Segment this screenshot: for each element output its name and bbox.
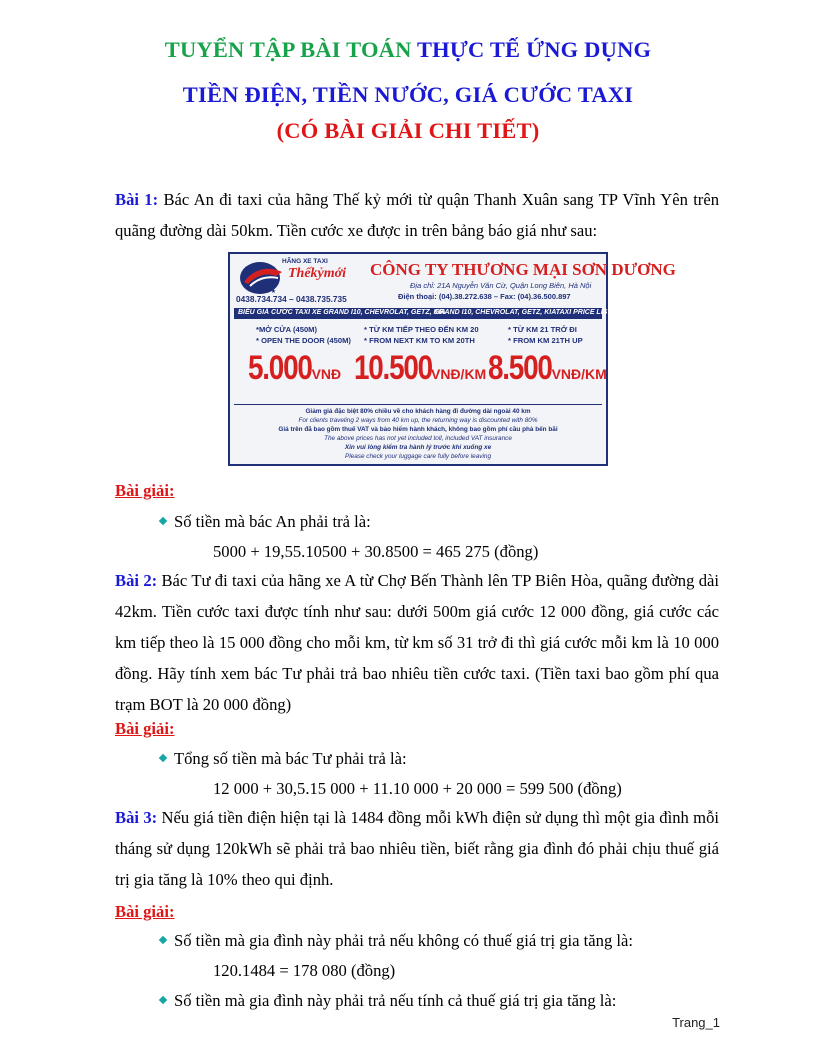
- problem-2-label: Bài 2:: [115, 571, 158, 590]
- board-note-4: The above prices has not yet included toll, included VAT insurance: [324, 435, 512, 442]
- solution-2-bullet-text: Tổng số tiền mà bác Tư phải trả là:: [174, 749, 407, 768]
- solution-2-bullet: [160, 749, 407, 769]
- brand-header: HÃNG XE TAXI: [282, 258, 328, 265]
- board-note-1: Giảm giá đặc biệt 80% chiều về cho khách hàng đi đường dài ngoài 40 km: [305, 408, 531, 415]
- brand-name: Thếkỷmới: [288, 266, 347, 281]
- solution-3-bullet-2: [160, 991, 616, 1011]
- solution-2-formula: 12 000 + 30,5.15 000 + 11.10 000 + 20 000 = 599 500 (đồng): [213, 779, 622, 798]
- title-part-2: THỰC TẾ ỨNG DỤNG: [416, 37, 652, 62]
- price-1: [248, 349, 341, 388]
- price-1-value: 5.000: [248, 349, 312, 387]
- solution-1-formula: 5000 + 19,55.10500 + 30.8500 = 465 275 (đồng): [213, 542, 539, 561]
- col-1-en: * OPEN THE DOOR (450M): [256, 336, 351, 345]
- col-3-vn: * TỪ KM 21 TRỞ ĐI: [508, 325, 577, 334]
- bar-right: GRAND I10, CHEVROLAT, GETZ, KIATAXI PRICE LIST: [434, 309, 612, 316]
- title-line-1: [0, 37, 816, 63]
- price-2-value: 10.500: [354, 349, 432, 387]
- diamond-bullet-icon: [159, 517, 167, 525]
- col-2-vn: * TỪ KM TIẾP THEO ĐẾN KM 20: [364, 325, 479, 334]
- company-address: Địa chỉ: 21A Nguyễn Văn Cừ, Quận Long Biên, Hà Nội: [410, 281, 592, 290]
- diamond-bullet-icon: [159, 936, 167, 944]
- col-3-labels: [508, 324, 583, 346]
- problem-1-label: Bài 1:: [115, 190, 159, 209]
- title-part-1: TUYỂN TẬP BÀI TOÁN: [164, 37, 412, 62]
- taxi-price-board: [228, 252, 676, 466]
- solution-1-bullet: [160, 512, 371, 532]
- brand-stars: ★★★: [258, 289, 278, 295]
- problem-3-text: Nếu giá tiền điện hiện tại là 1484 đồng mỗi kWh điện sử dụng thì một gia đình mỗi tháng sử dụng 120kWh sẽ phải trả bao nhiêu tiền, biết rằng gia đình đó phải chịu thuế giá trị gia tăng là 10% theo qui định.: [115, 808, 719, 889]
- solution-3-formula: 120.1484 = 178 080 (đồng): [213, 961, 396, 980]
- price-2-unit: VNĐ/KM: [431, 366, 487, 382]
- col-3-en: * FROM KM 21TH UP: [508, 336, 583, 345]
- company-name: CÔNG TY THƯƠNG MẠI SƠN DƯƠNG: [370, 260, 676, 279]
- diamond-bullet-icon: [159, 996, 167, 1004]
- solution-2-heading: Bài giải:: [115, 719, 175, 738]
- title-line-2: TIỀN ĐIỆN, TIỀN NƯỚC, GIÁ CƯỚC TAXI: [182, 82, 634, 107]
- solution-3-bullet-1-text: Số tiền mà gia đình này phải trả nếu không có thuế giá trị gia tăng là:: [174, 931, 633, 950]
- page-number: Trang_1: [672, 1015, 720, 1030]
- problem-1-text: Bác An đi taxi của hãng Thế kỷ mới từ quận Thanh Xuân sang TP Vĩnh Yên trên quãng đường dài 50km. Tiền cước xe được in trên bảng báo giá như sau:: [115, 190, 719, 240]
- problem-3-label: Bài 3:: [115, 808, 158, 827]
- price-3-value: 8.500: [488, 349, 552, 387]
- price-3: [488, 349, 607, 388]
- bar-left: BIỂU GIÁ CƯỚC TAXI XE GRAND I10, CHEVROLAT, GETZ, KIA: [238, 309, 446, 316]
- col-1-vn: *MỞ CỬA (450M): [256, 325, 318, 334]
- board-note-5: Xin vui lòng kiểm tra hành lý trước khi xuống xe: [344, 444, 492, 451]
- brand-phones: 0438.734.734 – 0438.735.735: [236, 294, 347, 304]
- board-note-3: Giá trên đã bao gồm thuế VAT và bảo hiểm hành khách, không bao gồm phí cầu phà bến bãi: [278, 426, 558, 433]
- problem-2-text: Bác Tư đi taxi của hãng xe A từ Chợ Bến Thành lên TP Biên Hòa, quãng đường dài 42km. Tiền cước taxi được tính như sau: dưới 500m giá cước 12 000 đồng, giá cước các km tiếp theo là 15 000 đồng cho mỗi km, từ km số 31 trở đi thì giá cước mỗi km là 10 000 đồng. Hãy tính xem bác Tư phải trả bao nhiêu tiền cước taxi. (Tiền taxi bao gồm phí qua trạm BOT là 20 000 đồng): [115, 571, 719, 714]
- diamond-bullet-icon: [159, 754, 167, 762]
- col-2-en: * FROM NEXT KM TO KM 20TH: [364, 336, 475, 345]
- price-3-unit: VNĐ/KM: [551, 366, 607, 382]
- col-1-labels: [256, 324, 351, 346]
- price-1-unit: VNĐ: [311, 366, 342, 382]
- title-line-3: (CÓ BÀI GIẢI CHI TIẾT): [276, 118, 540, 143]
- problem-2: [115, 565, 719, 720]
- problem-3: [115, 802, 719, 895]
- company-phone-fax: Điện thoại: (04).38.272.638 – Fax: (04).36.500.897: [398, 292, 571, 301]
- problem-1: [115, 184, 719, 246]
- board-note-2: For clients traveling 2 ways from 40 km up, the returning way is discounted with 80%: [298, 417, 538, 424]
- solution-3-heading: Bài giải:: [115, 902, 175, 921]
- col-2-labels: [364, 324, 479, 346]
- price-list-bar: [234, 308, 612, 319]
- solution-3-bullet-1: [160, 931, 633, 951]
- price-2: [354, 349, 486, 388]
- solution-3-bullet-2-text: Số tiền mà gia đình này phải trả nếu tính cả thuế giá trị gia tăng là:: [174, 991, 617, 1010]
- board-divider: [234, 404, 602, 405]
- solution-1-bullet-text: Số tiền mà bác An phải trả là:: [174, 512, 371, 531]
- board-note-6: Please check your luggage care fully before leaving: [344, 453, 491, 460]
- solution-1-heading: Bài giải:: [115, 481, 175, 500]
